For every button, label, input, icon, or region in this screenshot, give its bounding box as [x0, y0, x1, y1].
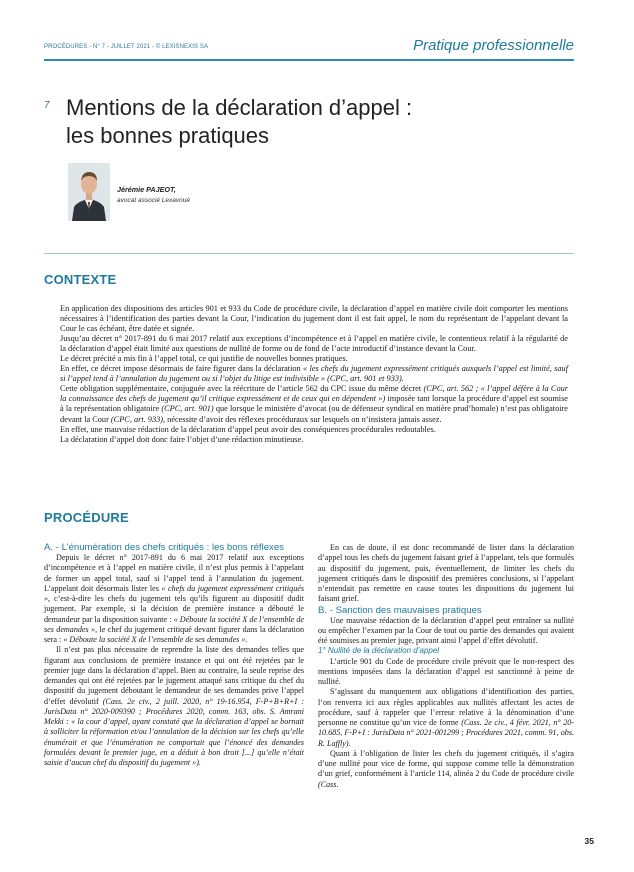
title-line-1: Mentions de la déclaration d’appel : [66, 95, 413, 120]
text-run: , nécessite d’avoir des réflexes procéduraux sur lesquels on n’insistera jamais assez. [163, 414, 442, 424]
article-number: 7 [44, 100, 50, 111]
subheading-a: A. - L’énumération des chefs critiqués : les bons réflexes [44, 542, 284, 553]
text-run: que lorsque le ministère d’avocat (ou de défenseur syndical en matière prud’homale) n’est pas obligatoire devant la Cour [60, 404, 568, 424]
contexte-paragraph [60, 384, 568, 424]
author-block [117, 184, 190, 206]
text-run: Cette obligation supplémentaire, conjuguée avec la réécriture de l’article 562 du CPC issue du même décret [60, 384, 424, 394]
quote-run: (CPC, art. 562 ; « l’appel défère à la Cour la connaissance des chefs de jugement qu’il critique expressément et de ceux qui en dépendent ») [60, 384, 568, 404]
text-run: En effet, ce décret impose désormais de faire figurer dans la déclaration [60, 364, 303, 374]
article-title [66, 94, 546, 150]
citation-run: (CPC, art. 933) [110, 414, 164, 424]
quote-run: « Déboute la société X de l’ensemble de ses demandes » [44, 614, 304, 634]
citation-run: (CPC, art. 901) [161, 404, 214, 414]
contexte-paragraph: Le décret précité a mis fin à l’appel total, ce qui justifie de nouvelles bonnes pratiques. [60, 354, 348, 364]
procedure-heading: PROCÉDURE [44, 510, 129, 525]
contexte-paragraph: En effet, une mauvaise rédaction de la déclaration d’appel peut avoir des conséquences procédurales redoutables. [60, 424, 436, 434]
running-header: PROCÉDURES - N° 7 - JUILLET 2021 - © LEXISNEXIS SA [44, 44, 209, 50]
citation-run: (Cass. 2e civ., 2 juill. 2020, n° 19-16.954, F-P+B+R+I : JurisData n° 2020-009390 ; Procédures 2020, comm. 163, obs. S. Amrani Mekki : « la cour d’appel, ayant constaté que la déclaration d’appel se bornait à solliciter la réformation et/ou l’annulation de la décision sur les chefs qu’elle énumérait et que l’énumération ne comportait que l’énoncé des demandes formulées devant le premier juge, en a déduit à bon droit [...] qu’elle n’était saisie d’aucun chef du dispositif du jugement »). [44, 696, 304, 767]
contexte-paragraph: La déclaration d’appel doit donc faire l’objet d’une rédaction minutieuse. [60, 434, 304, 444]
author-name: Jérémie PAJEOT, [117, 185, 176, 194]
quote-run: « Déboute la société X de l’ensemble de ses demandes ». [63, 635, 248, 644]
quote-run: « les chefs du jugement expressément critiqués auxquels l’appel est limité, sauf si l’appel tend à l’annulation du jugement ou si l’objet du litige est indivisible » (CPC, art. 901 et 933). [60, 364, 568, 384]
text-run: , le chef du jugement critiqué devant figurer dans la déclaration sera : [44, 624, 305, 644]
contexte-body [60, 304, 568, 445]
text-run: , c’est-à-dire les chefs du jugement tels qu’ils figurent au dispositif dudit jugement. Par exemple, si la décision de première instance a débouté le demandeur par la disposition suivante : [44, 594, 304, 624]
body-paragraph [44, 645, 304, 768]
body-paragraph: En cas de doute, il est donc recommandé de lister dans la déclaration d’appel tous les chefs du jugement faisant grief à l’appelant, tels que formulés au dispositif du jugement, puis, éventuellement, de limiter les chefs du jugement critiqués dans le dispositif des premières conclusions, si l’appelant n’entendait pas remettre en cause toutes les dispositions du jugement lui faisant grief. [318, 543, 574, 604]
text-run: Il n’est pas plus nécessaire de reprendre la liste des demandes telles que figurant aux conclusions de première instance et qui ont été rejetées par le premier juge dans la déclaration d’appel. Bien au contraire, la seule reprise des demandes qui ont été rejetées par le jugement attaqué sans critique du chef du dispositif du jugement déboutant le demandeur de ses demandes prive l’appel d’effet dévolutif [44, 645, 304, 706]
quote-run: « chefs du jugement expressément critiqués » [44, 583, 304, 603]
contexte-paragraph [60, 364, 568, 384]
body-paragraph [318, 749, 574, 790]
contexte-paragraph: Jusqu’au décret n° 2017-891 du 6 mai 2017 relatif aux exceptions d’incompétence et à l’appel en matière civile, le contentieux relatif à la régularité de la déclaration d’appel était limité aux questions de nullité de forme ou de fond de l’acte introductif d’instance devant la Cour. [60, 334, 568, 354]
page-number: 35 [584, 836, 594, 846]
right-column [318, 543, 574, 790]
header-divider [44, 59, 574, 61]
text-run: imposée tant lorsque la procédure d’appel est soumise à la représentation obligatoire [60, 394, 568, 414]
citation-run: (Cass. [318, 779, 339, 789]
contexte-heading: CONTEXTE [44, 272, 117, 287]
text-run: Depuis le décret n° 2017-891 du 6 mai 2017 relatif aux exceptions d’incompétence et à l’appel en matière civile, il n’est plus permis à l’appelant de former un appel total, sauf si l’appel tend à l’annulation du jugement. L’appelant doit désormais lister les [44, 553, 304, 593]
title-line-2: les bonnes pratiques [66, 123, 270, 148]
left-column [44, 542, 304, 768]
author-photo [68, 163, 110, 221]
text-run: S’agissant du manquement aux obligations d’identification des parties, l’on renverra ici aux règles applicables aux nullités affectant les actes de procédure, sauf à rappeler que l’erreur relative à la dénomination d’une personne ne constitue qu’un vice de forme [318, 687, 574, 727]
body-paragraph: L’article 901 du Code de procédure civile prévoit que le non-respect des mentions imposées dans la déclaration d’appel est sanctionné à peine de nullité. [318, 656, 574, 686]
author-role: avocat associé Lexavoué [117, 197, 190, 204]
title-divider [44, 253, 574, 254]
subheading-1: 1° Nullité de la déclaration d’appel [318, 646, 440, 656]
author-portrait-icon [68, 163, 110, 221]
contexte-paragraph: En application des dispositions des articles 901 et 933 du Code de procédure civile, la déclaration d’appel en matière civile doit comporter les mentions nécessaires à l’identification des parties devant la Cour, l’indication du jugement dont il est fait appel, le nom du représentant de l’appelant devant la Cour le cas échéant, être datée et signée. [60, 304, 568, 334]
body-paragraph [44, 553, 304, 645]
subheading-b: B. - Sanction des mauvaises pratiques [318, 604, 482, 616]
citation-run: (Cass. 2e civ., 4 févr. 2021, n° 20-10.685, F-P+I : JurisData n° 2021-001299 ; Procédures 2021, comm. 91, obs. R. Laffly). [318, 718, 574, 748]
section-header: Pratique professionnelle [413, 37, 574, 54]
text-run: Quant à l’obligation de lister les chefs du jugement critiqués, il s’agira d’une nullité pour vice de forme, qui suppose comme telle la démonstration d’un grief, conformément à l’article 114, alinéa 2 du Code de procédure civile [318, 748, 574, 779]
body-paragraph [318, 687, 574, 749]
body-paragraph: Une mauvaise rédaction de la déclaration d’appel peut entraîner sa nullité ou empêcher l’examen par la Cour de tout ou partie des demandes qui avaient été soumises au premier juge, privant ainsi l’appel d’effet dévolutif. [318, 615, 574, 645]
